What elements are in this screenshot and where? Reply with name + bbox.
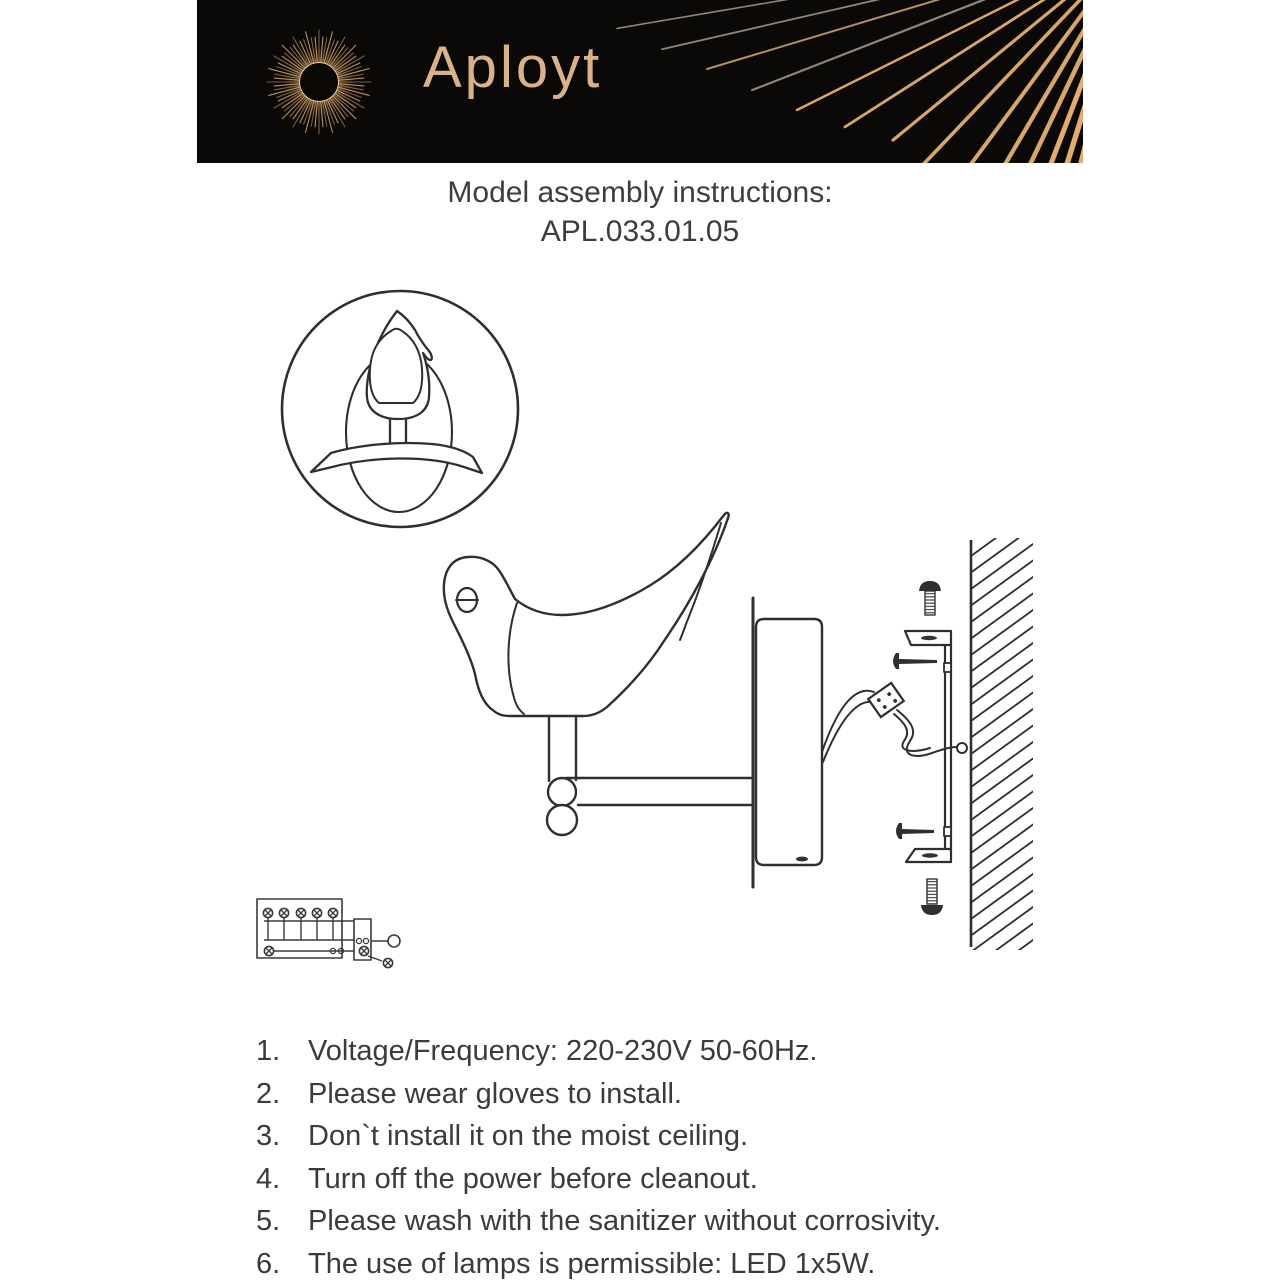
wall-section: [971, 511, 1033, 985]
ground-symbol: [383, 958, 392, 967]
lamp-symbol: [388, 935, 400, 947]
brand-wordmark: Aployt: [423, 34, 602, 101]
instruction-item: The use of lamps is permissible: LED 1x5W.: [256, 1243, 941, 1285]
instruction-item: Voltage/Frequency: 220-230V 50-60Hz.: [256, 1030, 941, 1073]
instruction-item: Please wear gloves to install.: [256, 1073, 941, 1116]
instruction-item: Don`t install it on the moist ceiling.: [256, 1115, 941, 1158]
mounting-arm: [566, 778, 752, 805]
wiring-diagram: [257, 899, 400, 968]
side-view-bird-lamp: [444, 513, 752, 835]
instructions-list: [256, 1030, 941, 1285]
instruction-item: Please wash with the sanitizer without corrosivity.: [256, 1200, 941, 1243]
wall-canopy: [753, 598, 822, 887]
wall-bracket: [905, 631, 951, 862]
top-view-figure: [282, 291, 518, 527]
model-number: APL.033.01.05: [0, 212, 1280, 251]
instruction-item: Turn off the power before cleanout.: [256, 1158, 941, 1201]
page-title: Model assembly instructions:: [0, 173, 1280, 212]
